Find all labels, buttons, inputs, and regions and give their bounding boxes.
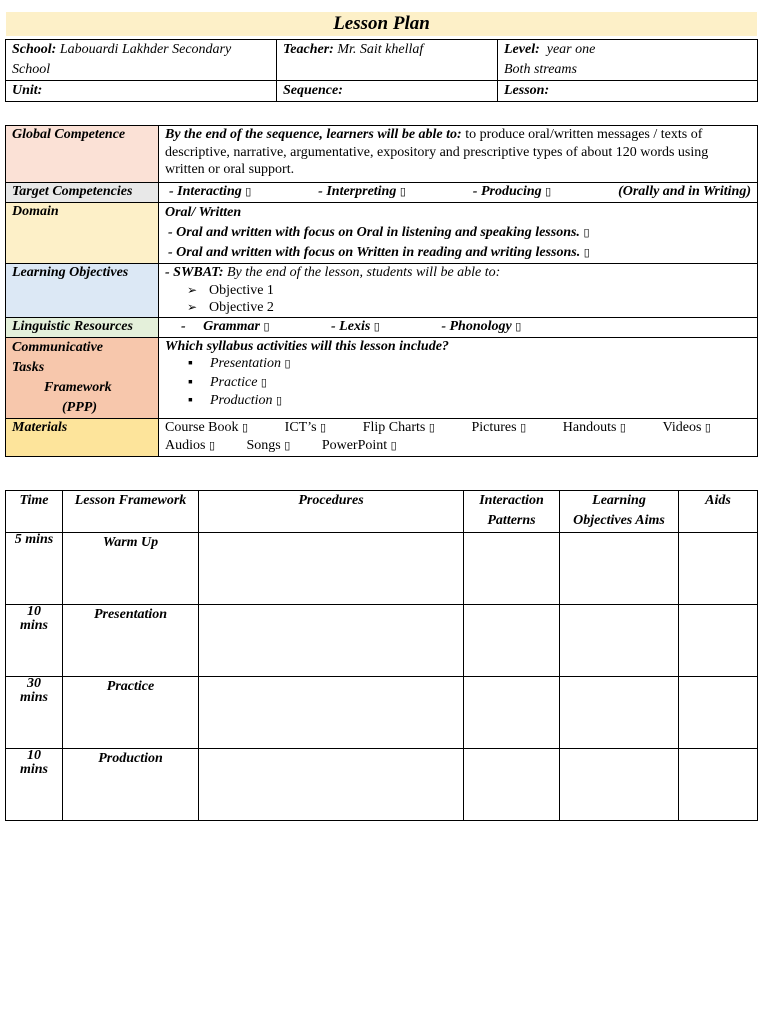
procedure-cell[interactable] bbox=[199, 677, 464, 749]
checkbox-icon[interactable]: ▯ bbox=[704, 421, 711, 434]
checkbox-icon[interactable]: ▯ bbox=[545, 186, 552, 198]
row-time: 5 mins bbox=[6, 533, 63, 605]
checkbox-icon[interactable]: ▯ bbox=[390, 440, 397, 452]
checkbox-icon[interactable]: ▯ bbox=[284, 440, 291, 452]
comm-list bbox=[165, 355, 751, 411]
target-item-interpreting: - Interpreting ▯ bbox=[318, 184, 406, 199]
header-procedures: Procedures bbox=[199, 491, 464, 533]
linguistic-resources-label: Linguistic Resources bbox=[6, 317, 159, 337]
aids-cell[interactable] bbox=[679, 605, 758, 677]
material-flip-charts: Flip Charts ▯ bbox=[362, 419, 435, 435]
aims-cell[interactable] bbox=[560, 533, 679, 605]
level-cell bbox=[498, 40, 758, 81]
interaction-cell[interactable] bbox=[464, 677, 560, 749]
checkbox-icon[interactable]: ▯ bbox=[275, 395, 283, 407]
sequence-label: Sequence: bbox=[283, 83, 343, 98]
target-note: (Orally and in Writing) bbox=[618, 184, 751, 199]
interaction-cell[interactable] bbox=[464, 749, 560, 821]
row-stage: Practice bbox=[63, 677, 199, 749]
global-competence-text: to produce oral/written messages / texts of descriptive, narrative, argumentative, expository and prescriptive types of about 120 words using written or oral support. bbox=[165, 127, 709, 177]
table-row bbox=[6, 533, 758, 605]
row-time: 10 mins bbox=[6, 749, 63, 821]
material-powerpoint: PowerPoint ▯ bbox=[321, 438, 397, 453]
lesson-cell bbox=[498, 81, 758, 102]
material-videos: Videos ▯ bbox=[662, 419, 711, 435]
header-aids: Aids bbox=[679, 491, 758, 533]
material-handouts: Handouts ▯ bbox=[562, 419, 626, 435]
checkbox-icon[interactable]: ▯ bbox=[399, 186, 406, 198]
material-icts: ICT’s ▯ bbox=[284, 419, 327, 435]
checkbox-icon[interactable]: ▯ bbox=[373, 320, 380, 333]
header-interaction: Interaction Patterns bbox=[464, 491, 560, 533]
table-row bbox=[6, 677, 758, 749]
teacher-value: Mr. Sait khellaf bbox=[337, 42, 424, 57]
communicative-tasks-cell bbox=[159, 337, 758, 418]
level-value: year one bbox=[546, 42, 596, 57]
aids-cell[interactable] bbox=[679, 533, 758, 605]
checkbox-icon[interactable]: ▯ bbox=[284, 358, 291, 370]
table-row bbox=[6, 749, 758, 821]
checkbox-icon[interactable]: ▯ bbox=[320, 421, 327, 434]
material-course-book: Course Book ▯ bbox=[165, 419, 249, 435]
domain-line-1: Oral/ Written bbox=[165, 205, 242, 220]
sequence-cell bbox=[277, 81, 498, 102]
learning-objectives-label: Learning Objectives bbox=[6, 264, 159, 318]
table-row bbox=[6, 605, 758, 677]
target-item-producing: - Producing ▯ bbox=[472, 184, 552, 199]
row-stage: Warm Up bbox=[63, 533, 199, 605]
school-label: School: bbox=[12, 42, 57, 57]
domain-label: Domain bbox=[6, 203, 159, 264]
interaction-cell[interactable] bbox=[464, 605, 560, 677]
unit-cell bbox=[6, 81, 277, 102]
target-competencies-label: Target Competencies bbox=[6, 183, 159, 203]
global-competence-label: Global Competence bbox=[6, 126, 159, 183]
checkbox-icon[interactable]: ▯ bbox=[515, 320, 522, 333]
aims-cell[interactable] bbox=[560, 605, 679, 677]
comm-item-production: ▪ Production ▯ bbox=[210, 392, 751, 411]
checkbox-icon[interactable]: ▯ bbox=[583, 247, 590, 259]
target-item-interacting: - Interacting ▯ bbox=[169, 184, 252, 199]
checkbox-icon[interactable]: ▯ bbox=[242, 421, 249, 434]
global-competence-intro: By the end of the sequence, learners will be able to: bbox=[165, 127, 462, 142]
unit-label: Unit: bbox=[12, 83, 43, 98]
comm-item-presentation: ▪ Presentation ▯ bbox=[210, 355, 751, 374]
procedure-cell[interactable] bbox=[199, 605, 464, 677]
checkbox-icon[interactable]: ▯ bbox=[583, 227, 590, 239]
level-label: Level: bbox=[504, 42, 540, 57]
procedure-cell[interactable] bbox=[199, 533, 464, 605]
procedure-cell[interactable] bbox=[199, 749, 464, 821]
material-songs: Songs ▯ bbox=[246, 438, 291, 453]
school-cell bbox=[6, 40, 277, 81]
row-stage: Production bbox=[63, 749, 199, 821]
objective-item: ➢ Objective 2 bbox=[209, 299, 751, 317]
row-time: 10 mins bbox=[6, 605, 63, 677]
objectives-list bbox=[165, 282, 751, 317]
checkbox-icon[interactable]: ▯ bbox=[208, 440, 216, 452]
target-competencies-cell bbox=[159, 183, 758, 203]
procedure-table bbox=[5, 490, 758, 821]
checkbox-icon[interactable]: ▯ bbox=[428, 421, 435, 434]
linguistic-item-phonology: - Phonology ▯ bbox=[441, 318, 522, 334]
material-audios: Audios ▯ bbox=[165, 438, 216, 453]
header-framework: Lesson Framework bbox=[63, 491, 199, 533]
learning-intro: By the end of the lesson, students will be able to: bbox=[223, 265, 501, 280]
level-value-2: Both streams bbox=[504, 62, 577, 77]
global-competence-cell bbox=[159, 126, 758, 183]
row-time: 30 mins bbox=[6, 677, 63, 749]
comm-item-practice: ▪ Practice ▯ bbox=[210, 374, 751, 393]
checkbox-icon[interactable]: ▯ bbox=[245, 186, 252, 198]
materials-label: Materials bbox=[6, 418, 159, 456]
lesson-label: Lesson: bbox=[504, 83, 550, 98]
domain-line-3: - Oral and written with focus on Written in reading and writing lessons. ▯ bbox=[168, 245, 590, 260]
procedure-header-row bbox=[6, 491, 758, 533]
teacher-label: Teacher: bbox=[283, 42, 334, 57]
linguistic-resources-cell bbox=[159, 317, 758, 337]
materials-cell bbox=[159, 418, 758, 456]
header-time: Time bbox=[6, 491, 63, 533]
aims-cell[interactable] bbox=[560, 677, 679, 749]
checkbox-icon[interactable]: ▯ bbox=[520, 421, 527, 434]
communicative-tasks-label: Communicative Tasks Framework (PPP) bbox=[6, 337, 159, 418]
comm-question: Which syllabus activities will this lesson include? bbox=[165, 338, 449, 354]
row-stage: Presentation bbox=[63, 605, 199, 677]
teacher-cell bbox=[277, 40, 498, 81]
aims-cell[interactable] bbox=[560, 749, 679, 821]
header-learning: Learning Objectives Aims bbox=[560, 491, 679, 533]
checkbox-icon[interactable]: ▯ bbox=[263, 320, 270, 333]
school-value: Labouardi Lakhder Secondary School bbox=[12, 42, 232, 77]
page-title: Lesson Plan bbox=[6, 12, 757, 36]
aids-cell[interactable] bbox=[679, 677, 758, 749]
overview-table bbox=[5, 125, 758, 457]
checkbox-icon[interactable]: ▯ bbox=[619, 421, 626, 434]
domain-line-2: - Oral and written with focus on Oral in listening and speaking lessons. ▯ bbox=[168, 225, 590, 240]
aids-cell[interactable] bbox=[679, 749, 758, 821]
learning-objectives-cell bbox=[159, 264, 758, 318]
swbat-label: - SWBAT: bbox=[165, 265, 224, 280]
objective-item: ➢ Objective 1 bbox=[209, 282, 751, 300]
linguistic-item-grammar: - Grammar ▯ bbox=[181, 318, 270, 334]
material-pictures: Pictures ▯ bbox=[471, 419, 527, 435]
header-table bbox=[5, 39, 758, 102]
linguistic-item-lexis: - Lexis ▯ bbox=[331, 318, 380, 334]
domain-cell bbox=[159, 203, 758, 264]
interaction-cell[interactable] bbox=[464, 533, 560, 605]
checkbox-icon[interactable]: ▯ bbox=[260, 376, 267, 389]
